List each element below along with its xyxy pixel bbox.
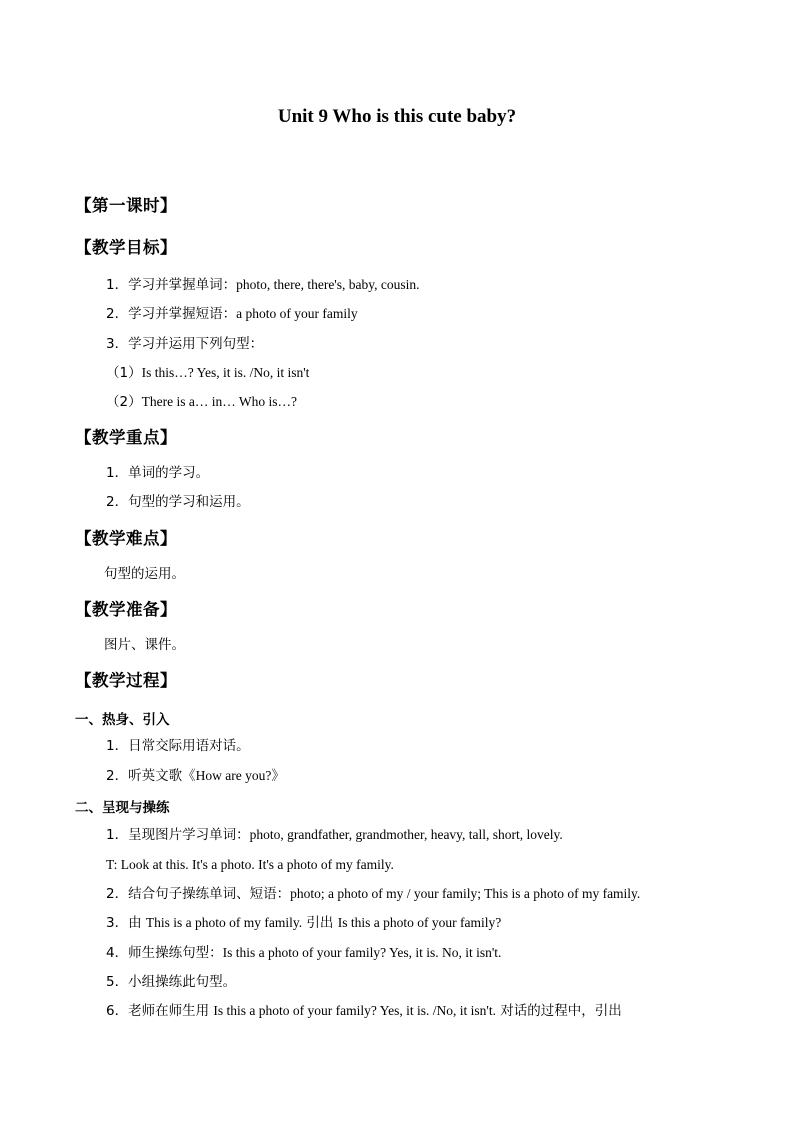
objectives-heading: 【教学目标】 xyxy=(75,238,177,257)
process-part2-item-2-en: photo; a photo of my / your family; This is a photo of my family. xyxy=(290,886,641,901)
objective-pattern-1 xyxy=(106,364,309,382)
objective-item-1-zh: 1．学习并掌握单词： xyxy=(106,277,237,293)
objective-pattern-2-zh: （2） xyxy=(106,394,142,410)
objective-item-1 xyxy=(106,276,419,294)
process-part1-item-2-en: How are you? xyxy=(195,768,272,783)
process-part2-item-4 xyxy=(106,944,501,962)
process-heading: 【教学过程】 xyxy=(75,671,177,690)
document-title: Unit 9 Who is this cute baby? xyxy=(277,106,517,127)
process-part1-item-2-tail: 》 xyxy=(271,768,285,784)
process-part1-item-1: 1．日常交际用语对话。 xyxy=(106,738,250,754)
process-part2-item-3-zh1: 3．由 xyxy=(106,915,146,931)
objective-item-3-zh: 3．学习并运用下列句型： xyxy=(106,336,264,352)
key-point-item-2: 2．句型的学习和运用。 xyxy=(106,494,250,510)
objective-pattern-1-en: Is this…? Yes, it is. /No, it isn't xyxy=(141,365,310,380)
process-part1-item-2-zh: 2．听英文歌《 xyxy=(106,768,196,784)
process-part2-item-6-zh1: 6．老师在师生用 xyxy=(106,1003,214,1019)
process-part2-item-6 xyxy=(106,1002,622,1020)
process-part2-item-3-en1: This is a photo of my family. xyxy=(145,915,303,930)
process-part2-item-3-en2: Is this a photo of your family? xyxy=(337,915,502,930)
process-part2-item-1-zh: 1．呈现图片学习单词： xyxy=(106,827,250,843)
difficulties-heading: 【教学难点】 xyxy=(75,529,177,548)
process-part1-heading: 一、热身、引入 xyxy=(75,712,170,728)
key-points-heading: 【教学重点】 xyxy=(75,428,177,447)
process-part2-item-2 xyxy=(106,885,640,903)
difficulties-text: 句型的运用。 xyxy=(104,566,185,582)
key-point-item-1: 1．单词的学习。 xyxy=(106,465,210,481)
lesson-heading: 【第一课时】 xyxy=(75,196,177,215)
process-part2-item-4-zh: 4．师生操练句型： xyxy=(106,945,223,961)
preparation-heading: 【教学准备】 xyxy=(75,600,177,619)
objective-pattern-1-zh: （1） xyxy=(106,365,142,381)
objective-item-2 xyxy=(106,305,358,323)
process-part2-teacher-line: T: Look at this. It's a photo. It's a photo of my family. xyxy=(106,857,394,872)
process-part2-item-3 xyxy=(106,914,501,932)
process-part1-item-2 xyxy=(106,767,285,785)
objective-item-3 xyxy=(106,335,263,353)
process-part2-item-4-en: Is this a photo of your family? Yes, it is. No, it isn't. xyxy=(222,945,502,960)
process-part2-item-6-zh2: 对话的过程中，引出 xyxy=(495,1003,622,1019)
process-part2-heading: 二、呈现与操练 xyxy=(75,800,170,816)
process-part2-item-1 xyxy=(106,826,563,844)
objective-pattern-2 xyxy=(106,393,297,411)
objective-pattern-2-en: There is a… in… Who is…? xyxy=(141,394,297,409)
objective-item-2-zh: 2．学习并掌握短语： xyxy=(106,306,237,322)
objective-item-2-en: a photo of your family xyxy=(236,306,358,321)
process-part2-item-6-en: Is this a photo of your family? Yes, it is. /No, it isn't. xyxy=(213,1003,496,1018)
process-part2-item-2-zh: 2．结合句子操练单词、短语： xyxy=(106,886,291,902)
process-part2-item-5: 5．小组操练此句型。 xyxy=(106,974,237,990)
preparation-text: 图片、课件。 xyxy=(104,637,185,653)
process-part2-item-3-zh2: 引出 xyxy=(302,915,338,931)
process-part2-item-1-en: photo, grandfather, grandmother, heavy, tall, short, lovely. xyxy=(249,827,563,842)
objective-item-1-en: photo, there, there's, baby, cousin. xyxy=(236,277,420,292)
